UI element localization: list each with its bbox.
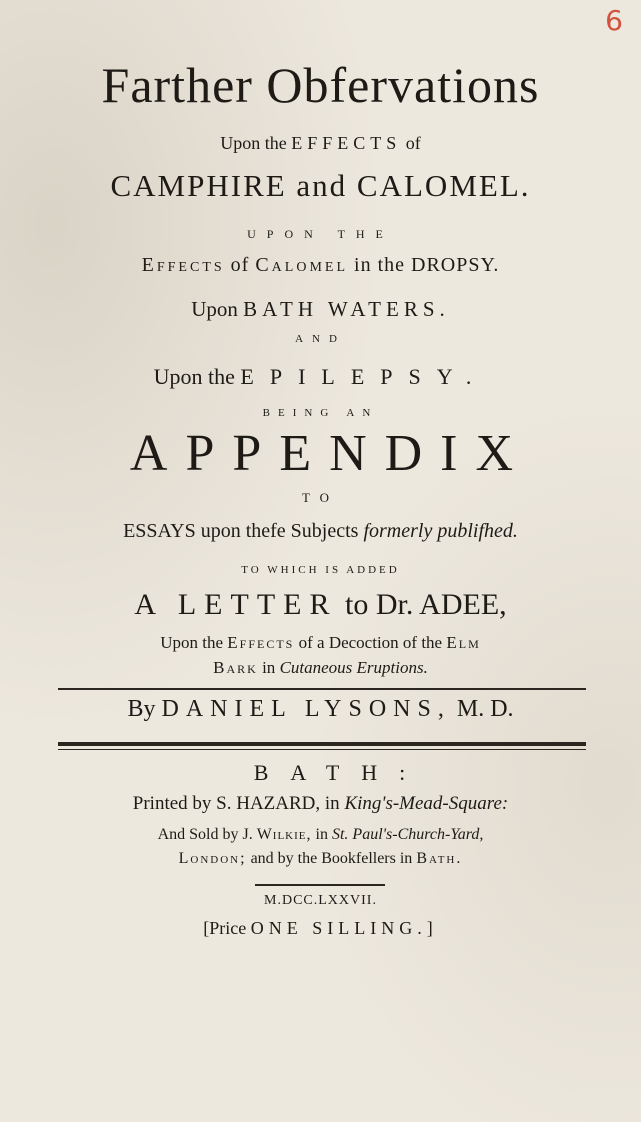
double-rule-thin <box>58 749 586 750</box>
short-rule <box>255 884 385 886</box>
and-label: AND <box>295 333 346 345</box>
price-line: [Price ONE SILLING.] <box>203 918 438 938</box>
author-line: By DANIEL LYSONS, M. D. <box>127 696 514 722</box>
subtitle-epilepsy: Upon the EPILEPSY. <box>153 364 488 389</box>
publication-date: M.DCC.LXXVII. <box>264 893 377 908</box>
subtitle-bath-waters: Upon BATH WATERS. <box>191 297 450 321</box>
to-label: TO <box>301 490 340 505</box>
essays-line: ESSAYS upon thefe Subjects formerly publifhed. <box>123 520 518 542</box>
letter-heading: A LETTER to Dr. ADEE, <box>134 588 507 621</box>
to-which-is-added-label: TO WHICH IS ADDED <box>241 564 400 576</box>
being-an-label: BEING AN <box>262 407 379 419</box>
bark-line: Bark in Cutaneous Eruptions. <box>213 658 428 677</box>
double-rule-thick <box>58 742 586 746</box>
london-line: London; and by the Bookfellers in Bath. <box>178 850 463 867</box>
decoction-line: Upon the Effects of a Decoction of the Elm <box>160 633 481 652</box>
folio-number: 6 <box>605 4 623 37</box>
main-title: Farther Obfervations <box>101 57 540 113</box>
subtitle-effects-of: Upon the EFFECTS of <box>220 133 421 153</box>
subtitle-dropsy: Effects of Calomel in the DROPSY. <box>141 254 500 276</box>
imprint-place: BATH: <box>253 760 428 785</box>
printer-line: Printed by S. HAZARD, in King's-Mead-Square: <box>132 793 509 814</box>
divider-rule <box>58 688 586 690</box>
seller-line: And Sold by J. Wilkie, in St. Paul's-Church-Yard, <box>157 826 484 843</box>
upon-the-label: UPON THE <box>247 227 394 241</box>
appendix-heading: APPENDIX <box>129 425 532 482</box>
subtitle-camphire-calomel: CAMPHIRE and CALOMEL. <box>110 168 531 203</box>
